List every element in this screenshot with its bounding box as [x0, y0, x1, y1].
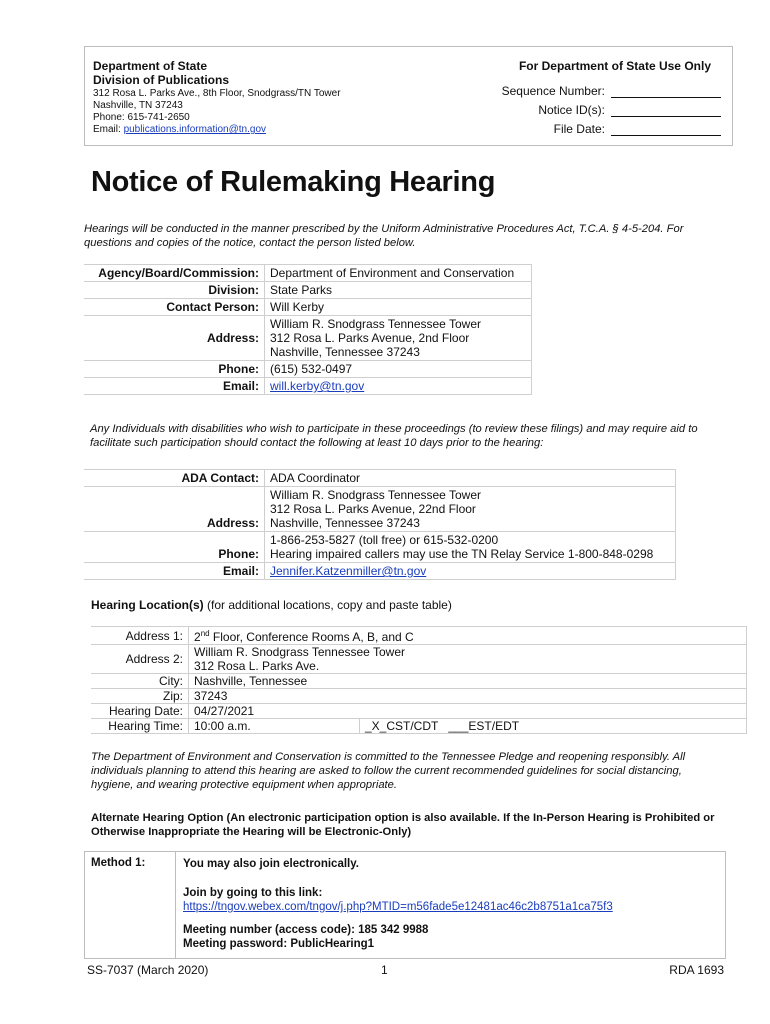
address-label: Address: [84, 316, 265, 361]
rda-number: RDA 1693 [669, 963, 724, 977]
zip-label: Zip: [91, 689, 189, 704]
ada-phone-label: Phone: [84, 532, 265, 563]
timezone-cell [360, 719, 747, 734]
ada-note: Any Individuals with disabilities who wish to participate in these proceedings (to review these filings) and may require aid to facilitate such participation should contact the following at least 10 days prior to the hearing: [90, 423, 698, 449]
agency-value: Department of Environment and Conservation [265, 265, 532, 282]
notice-id-label: Notice ID(s): [538, 103, 605, 117]
ada-email-link[interactable]: Jennifer.Katzenmiller@tn.gov [270, 564, 427, 578]
method-line: You may also join electronically. [183, 858, 359, 870]
issuer-block [93, 59, 473, 136]
ada-address-label: Address: [84, 487, 265, 532]
issuer-email-line [93, 124, 473, 136]
form-number: SS-7037 (March 2020) [87, 963, 209, 977]
table-row [84, 532, 676, 563]
webex-link[interactable]: https://tngov.webex.com/tngov/j.php?MTID=m56fade5e12481ac46c2b8751a1ca75f3 [183, 901, 613, 913]
table-row [84, 299, 532, 316]
ada-table [84, 469, 676, 580]
file-date-label: File Date: [553, 122, 605, 136]
contact-person-label: Contact Person: [84, 299, 265, 316]
contact-email-link[interactable]: will.kerby@tn.gov [270, 379, 365, 393]
ada-contact-label: ADA Contact: [84, 470, 265, 487]
method-line: Join by going to this link: [183, 887, 323, 899]
address-line: 312 Rosa L. Parks Avenue, 22nd Floor [270, 502, 476, 516]
address-value [265, 316, 532, 361]
address-line: William R. Snodgrass Tennessee Tower [270, 488, 481, 502]
phone-line: 1-866-253-5827 (toll free) or 615-532-0200 [270, 533, 499, 547]
city-label: City: [91, 674, 189, 689]
table-row [91, 689, 747, 704]
table-row [84, 316, 532, 361]
file-date-row [481, 117, 721, 136]
address1-label: Address 1: [91, 627, 189, 645]
intro-text: Hearings will be conducted in the manner prescribed by the Uniform Administrative Procedures Act, T.C.A. § 4-5-204. For questions and copies of the notice, contact the person listed below. [84, 223, 684, 249]
issuer-address: 312 Rosa L. Parks Ave., 8th Floor, Snodgrass/TN Tower [93, 88, 341, 99]
ada-phone-value [265, 532, 676, 563]
method-box [84, 851, 726, 959]
address-line: 312 Rosa L. Parks Avenue, 2nd Floor [270, 331, 470, 345]
hearing-location-title-bold: Hearing Location(s) [91, 598, 204, 612]
method-divider [175, 852, 176, 958]
table-row [91, 645, 747, 674]
table-row [91, 719, 747, 734]
ada-email-value [265, 563, 676, 580]
hearing-location-title [91, 598, 452, 612]
page-title: Notice of Rulemaking Hearing [91, 166, 496, 198]
table-row [91, 704, 747, 719]
contact-person-value: Will Kerby [265, 299, 532, 316]
hearing-date-label: Hearing Date: [91, 704, 189, 719]
tennessee-pledge-text: The Department of Environment and Conservation is committed to the Tennessee Pledge and reopening responsibly. All individuals planning to attend this hearing are asked to follow the current recommended guidelines for social distancing, hygiene, and wearing protective equipment when appropriate. [91, 751, 686, 791]
issuer-email-link[interactable]: publications.information@tn.gov [123, 124, 267, 135]
address-line: Nashville, Tennessee 37243 [270, 516, 420, 530]
hearing-location-table [91, 626, 747, 734]
sequence-number-label: Sequence Number: [501, 84, 605, 98]
meeting-password: Meeting password: PublicHearing1 [183, 938, 375, 950]
phone-value: (615) 532-0497 [265, 361, 532, 378]
table-row [84, 265, 532, 282]
address1-sup: nd [200, 629, 210, 638]
address-line: 312 Rosa L. Parks Ave. [194, 659, 320, 673]
dept-name: Department of State [93, 59, 208, 73]
issuer-email-prefix: Email: [93, 124, 124, 135]
zip-value: 37243 [189, 689, 747, 704]
address1-pre: 2 [194, 630, 201, 644]
file-date-field[interactable] [611, 122, 721, 136]
notice-id-field[interactable] [611, 103, 721, 117]
division-value: State Parks [265, 282, 532, 299]
meeting-number: Meeting number (access code): 185 342 9988 [183, 924, 429, 936]
ada-address-value [265, 487, 676, 532]
timezone-est: ___EST/EDT [448, 719, 520, 733]
method-label: Method 1: [91, 857, 146, 869]
table-row [84, 487, 676, 532]
table-row [84, 470, 676, 487]
timezone-cst: _X_CST/CDT [365, 719, 439, 733]
agency-label: Agency/Board/Commission: [84, 265, 265, 282]
hearing-date-value: 04/27/2021 [189, 704, 747, 719]
state-use-block [481, 59, 721, 136]
table-row [84, 378, 532, 395]
email-label: Email: [84, 378, 265, 395]
address-line: William R. Snodgrass Tennessee Tower [270, 317, 481, 331]
sequence-number-row [481, 79, 721, 98]
hearing-time-label: Hearing Time: [91, 719, 189, 734]
phone-line: Hearing impaired callers may use the TN Relay Service 1-800-848-0298 [270, 547, 654, 561]
ada-email-label: Email: [84, 563, 265, 580]
sequence-number-field[interactable] [611, 84, 721, 98]
table-row [91, 674, 747, 689]
city-value: Nashville, Tennessee [189, 674, 747, 689]
address2-value [189, 645, 747, 674]
alternate-hearing-option: Alternate Hearing Option (An electronic participation option is also available. If the In-Person Hearing is Prohibited or Otherwise Inappropriate the Hearing will be Electronic-Only) [91, 812, 715, 838]
address2-label: Address 2: [91, 645, 189, 674]
issuer-city: Nashville, TN 37243 [93, 100, 183, 111]
address1-post: Floor, Conference Rooms A, B, and C [209, 630, 414, 644]
issuer-phone: Phone: 615-741-2650 [93, 112, 190, 123]
address-line: Nashville, Tennessee 37243 [270, 345, 420, 359]
method-content [183, 857, 713, 951]
agency-table [84, 264, 532, 395]
address-line: William R. Snodgrass Tennessee Tower [194, 645, 405, 659]
header-box [84, 46, 733, 146]
hearing-time-value: 10:00 a.m. [189, 719, 360, 734]
table-row [91, 627, 747, 645]
hearing-location-title-note: (for additional locations, copy and paste table) [203, 598, 452, 612]
division-label: Division: [84, 282, 265, 299]
ada-contact-value: ADA Coordinator [265, 470, 676, 487]
address1-value [189, 627, 747, 645]
phone-label: Phone: [84, 361, 265, 378]
table-row [84, 361, 532, 378]
email-value [265, 378, 532, 395]
division-name: Division of Publications [93, 73, 230, 87]
notice-id-row [481, 98, 721, 117]
table-row [84, 282, 532, 299]
state-use-title: For Department of State Use Only [518, 59, 711, 73]
page-number: 1 [381, 963, 388, 977]
table-row [84, 563, 676, 580]
